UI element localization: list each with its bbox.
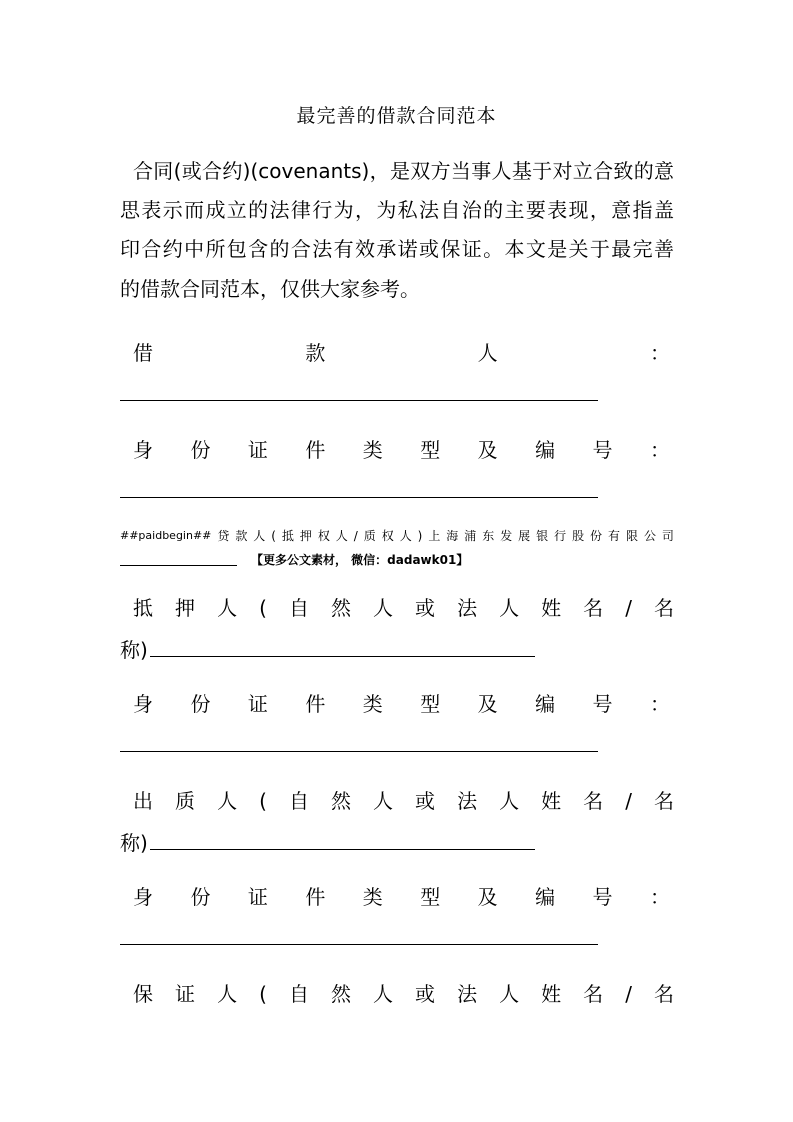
label-char: 件 xyxy=(305,692,326,716)
lender-char: 权 xyxy=(381,529,394,543)
label-char: 份 xyxy=(190,438,211,462)
label-char: 然 xyxy=(330,982,351,1006)
label-char: ( xyxy=(259,596,267,620)
label-char: 证 xyxy=(247,885,268,909)
label-char: 名 xyxy=(653,982,674,1006)
lender-char: 行 xyxy=(554,529,567,543)
label-char: 证 xyxy=(247,692,268,716)
label-char: / xyxy=(625,982,632,1006)
label-char: ： xyxy=(649,692,670,716)
label-char: ( xyxy=(259,789,267,813)
label-char: 类 xyxy=(362,692,383,716)
label-char: 款 xyxy=(305,341,326,365)
label-char: 法 xyxy=(457,596,478,620)
pledgor-label xyxy=(133,787,674,815)
mortgagor-name-line xyxy=(120,636,535,664)
id-label-1 xyxy=(133,436,670,464)
label-char: 质 xyxy=(175,789,196,813)
borrower-fill-line xyxy=(120,400,598,401)
label-char: 编 xyxy=(535,885,556,909)
lender-fill-line xyxy=(120,565,237,566)
label-char: 人 xyxy=(217,596,238,620)
lender-char: 质 xyxy=(363,529,376,543)
label-char: 型 xyxy=(420,438,441,462)
label-char: 法 xyxy=(457,982,478,1006)
id-fill-line-3 xyxy=(120,944,598,945)
label-char: 名 xyxy=(653,789,674,813)
intro-line-3: 印合约中所包含的合法有效承诺或保证。本文是关于最完善 xyxy=(120,237,674,261)
pledgor-name-line xyxy=(120,829,535,857)
label-char: 或 xyxy=(415,596,436,620)
lender-char: 份 xyxy=(590,529,603,543)
label-char: 份 xyxy=(190,692,211,716)
lender-char: 公 xyxy=(643,529,656,543)
label-char: 抵 xyxy=(133,596,153,620)
label-char: 人 xyxy=(217,789,238,813)
label-char: 然 xyxy=(330,596,351,620)
label-char: 人 xyxy=(477,341,498,365)
label-char: 型 xyxy=(420,885,441,909)
label-char: 证 xyxy=(175,982,196,1006)
label-char: 姓 xyxy=(541,596,562,620)
label-char: 或 xyxy=(415,982,436,1006)
label-char: 人 xyxy=(499,596,520,620)
lender-char: ( xyxy=(271,529,276,543)
label-char: 号 xyxy=(592,885,613,909)
lender-char: 上 xyxy=(428,529,441,543)
label-char: 身 xyxy=(133,438,153,462)
lender-char: 抵 xyxy=(281,529,294,543)
lender-char: 银 xyxy=(536,529,549,543)
lender-char: 展 xyxy=(518,529,531,543)
label-char: 件 xyxy=(305,438,326,462)
lender-char: 人 xyxy=(335,529,348,543)
label-char: 出 xyxy=(133,789,153,813)
label-char: 类 xyxy=(362,438,383,462)
label-char: 号 xyxy=(592,692,613,716)
label-char: 名 xyxy=(583,789,604,813)
lender-char: ) xyxy=(417,529,423,543)
label-char: 及 xyxy=(477,692,498,716)
label-char: 人 xyxy=(373,596,393,620)
lender-char: 东 xyxy=(482,529,495,543)
label-char: 然 xyxy=(330,789,351,813)
lender-char: 浦 xyxy=(464,529,477,543)
label-char: 身 xyxy=(133,692,153,716)
label-char: 人 xyxy=(499,789,520,813)
label-char: 借 xyxy=(133,341,153,365)
label-char: 编 xyxy=(535,438,556,462)
label-char: 编 xyxy=(535,692,556,716)
lender-char: 权 xyxy=(317,529,330,543)
promo-text: 【更多公文素材， 微信：dadawk01】 xyxy=(251,553,469,567)
label-char: / xyxy=(625,789,632,813)
lender-char: 款 xyxy=(235,529,248,543)
name-cont: 称) xyxy=(120,638,148,662)
id-label-2 xyxy=(133,690,670,718)
lender-char: 有 xyxy=(608,529,621,543)
lender-char: 贷 xyxy=(217,529,230,543)
lender-char: 人 xyxy=(253,529,266,543)
label-char: 人 xyxy=(217,982,238,1006)
label-char: 名 xyxy=(583,596,604,620)
id-fill-line-1 xyxy=(120,497,598,498)
mortgagor-fill-line xyxy=(150,656,535,657)
lender-char: / xyxy=(353,529,358,543)
label-char: 自 xyxy=(288,596,309,620)
label-char: ： xyxy=(649,885,670,909)
label-char: 名 xyxy=(583,982,604,1006)
id-fill-line-2 xyxy=(120,751,598,752)
label-char: 或 xyxy=(415,789,436,813)
label-char: ： xyxy=(649,341,670,365)
lender-char: 押 xyxy=(299,529,312,543)
label-char: 份 xyxy=(190,885,211,909)
label-char: 名 xyxy=(653,596,674,620)
label-char: 人 xyxy=(373,789,393,813)
label-char: 自 xyxy=(288,789,309,813)
label-char: 人 xyxy=(373,982,393,1006)
intro-line-2: 思表示而成立的法律行为，为私法自治的主要表现，意指盖 xyxy=(120,198,674,222)
lender-char: 股 xyxy=(572,529,585,543)
label-char: 姓 xyxy=(541,789,562,813)
label-char: 姓 xyxy=(541,982,562,1006)
label-char: ： xyxy=(649,438,670,462)
guarantor-label xyxy=(133,980,674,1008)
label-char: 类 xyxy=(362,885,383,909)
paid-marker: ##paidbegin## xyxy=(120,529,212,542)
label-char: 自 xyxy=(288,982,309,1006)
pledgor-fill-line xyxy=(150,849,535,850)
label-char: 押 xyxy=(175,596,196,620)
label-char: 型 xyxy=(420,692,441,716)
label-char: 号 xyxy=(592,438,613,462)
lender-char: 司 xyxy=(661,529,674,543)
label-char: 人 xyxy=(499,982,520,1006)
lender-line xyxy=(120,528,674,544)
label-char: 身 xyxy=(133,885,153,909)
name-cont: 称) xyxy=(120,831,148,855)
mortgagor-label xyxy=(133,594,674,622)
label-char: ( xyxy=(259,982,267,1006)
label-char: 法 xyxy=(457,789,478,813)
label-char: 及 xyxy=(477,885,498,909)
label-char: 保 xyxy=(133,982,153,1006)
intro-line-4: 的借款合同范本，仅供大家参考。 xyxy=(120,277,420,301)
label-char: 件 xyxy=(305,885,326,909)
lender-char: 限 xyxy=(625,529,638,543)
borrower-label xyxy=(133,339,670,367)
lender-char: 海 xyxy=(446,529,459,543)
lender-char: 发 xyxy=(500,529,513,543)
label-char: 证 xyxy=(247,438,268,462)
label-char: 及 xyxy=(477,438,498,462)
id-label-3 xyxy=(133,883,670,911)
document-title: 最完善的借款合同范本 xyxy=(296,105,497,127)
intro-line-1: 合同(或合约)(covenants)，是双方当事人基于对立合致的意 xyxy=(133,159,674,183)
promo-line xyxy=(120,552,468,568)
label-char: / xyxy=(625,596,632,620)
lender-char: 人 xyxy=(399,529,412,543)
